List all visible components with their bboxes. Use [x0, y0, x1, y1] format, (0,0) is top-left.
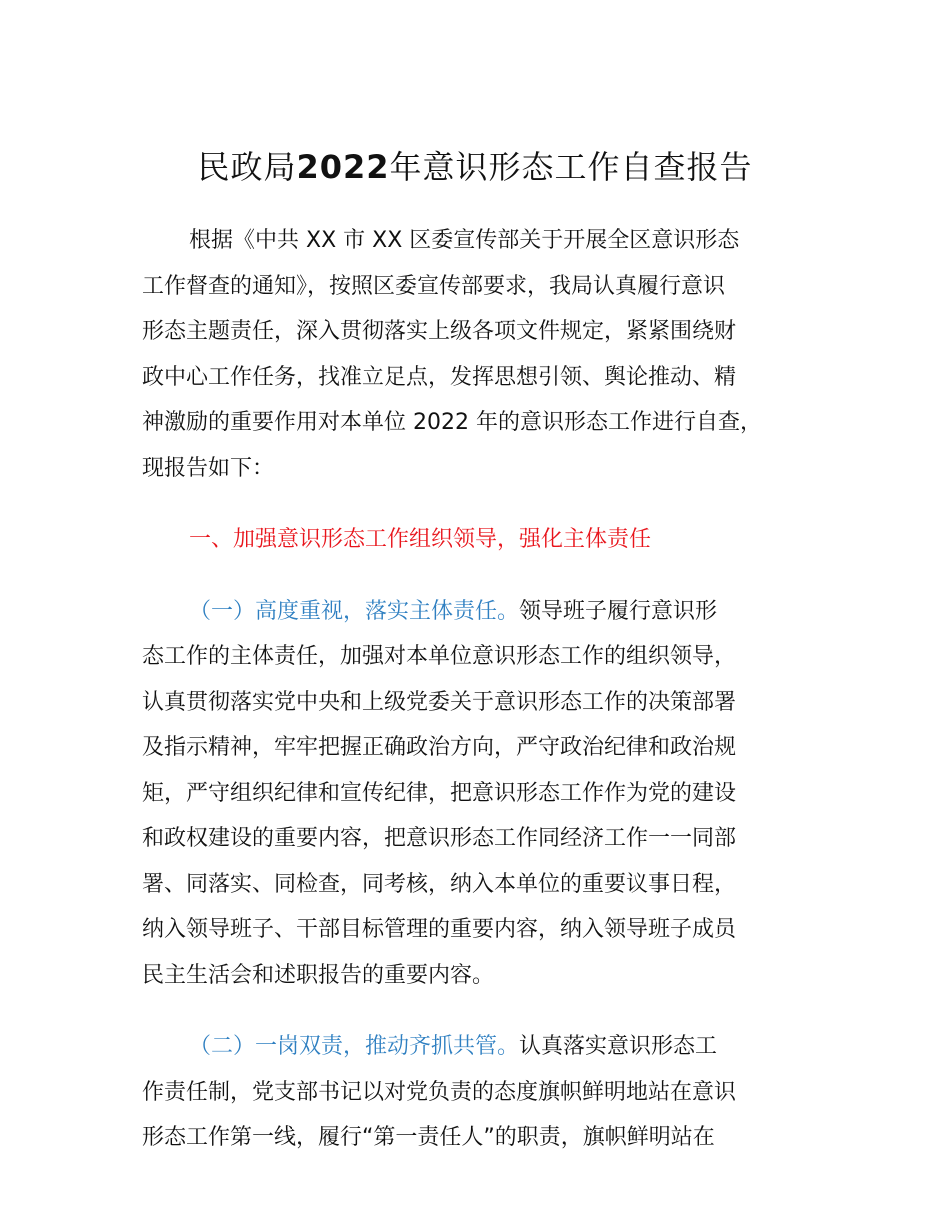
intro-line: 工作督查的通知》，按照区委宣传部要求，我局认真履行意识	[142, 273, 726, 299]
paragraph-line: 和政权建设的重要内容，把意识形态工作同经济工作一一同部	[142, 826, 737, 851]
intro-line: 现报告如下：	[142, 455, 275, 481]
paragraph-line: 署、同落实、同检查，同考核，纳入本单位的重要议事日程，	[142, 871, 737, 897]
title-suffix: 年意识形态工作自查报告	[389, 148, 753, 186]
paragraph-line: 纳入领导班子、干部目标管理的重要内容，纳入领导班子成员	[142, 917, 737, 942]
subsection-first-line	[142, 589, 842, 635]
intro-paragraph	[142, 218, 842, 491]
subsection-heading-1: （一）高度重视，落实主体责任。	[189, 598, 520, 624]
paragraph-line: 态工作的主体责任，加强对本单位意识形态工作的组织领导，	[142, 644, 737, 669]
document-body	[142, 218, 842, 1161]
title-prefix: 民政局	[197, 148, 297, 186]
intro-line: 形态主题责任，深入贯彻落实上级各项文件规定，紧紧围绕财	[142, 319, 737, 344]
title-year: 2022	[296, 148, 390, 186]
subsection-1-paragraph	[142, 589, 842, 999]
intro-line: 神激励的重要作用对本单位 2022 年的意识形态工作进行自查，	[142, 410, 762, 435]
section-heading-1: 一、加强意识形态工作组织领导，强化主体责任	[189, 527, 652, 552]
document-title	[0, 142, 950, 192]
subsection-first-line-text: 认真落实意识形态工	[519, 1034, 718, 1059]
paragraph-line: 矩，严守组织纪律和宣传纪律，把意识形态工作作为党的建设	[142, 780, 737, 806]
subsection-first-line	[142, 1024, 842, 1070]
paragraph-line: 民主生活会和述职报告的重要内容。	[142, 962, 495, 988]
subsection-2-paragraph	[142, 1024, 842, 1161]
paragraph-line: 认真贯彻落实党中央和上级党委关于意识形态工作的决策部署	[142, 689, 737, 715]
subsection-heading-2: （二）一岗双责，推动齐抓共管。	[189, 1034, 520, 1059]
paragraph-line: 形态工作第一线，履行“第一责任人”的职责，旗帜鲜明站在	[142, 1125, 715, 1150]
paragraph-line: 及指示精神，牢牢把握正确政治方向，严守政治纪律和政治规	[142, 735, 737, 760]
intro-line: 政中心工作任务，找准立足点，发挥思想引领、舆论推动、精	[142, 364, 737, 390]
paragraph-line: 作责任制，党支部书记以对党负责的态度旗帜鲜明地站在意识	[142, 1079, 737, 1105]
intro-line: 根据《中共 XX 市 XX 区委宣传部关于开展全区意识形态	[189, 228, 740, 253]
subsection-first-line-text: 领导班子履行意识形	[519, 598, 718, 624]
